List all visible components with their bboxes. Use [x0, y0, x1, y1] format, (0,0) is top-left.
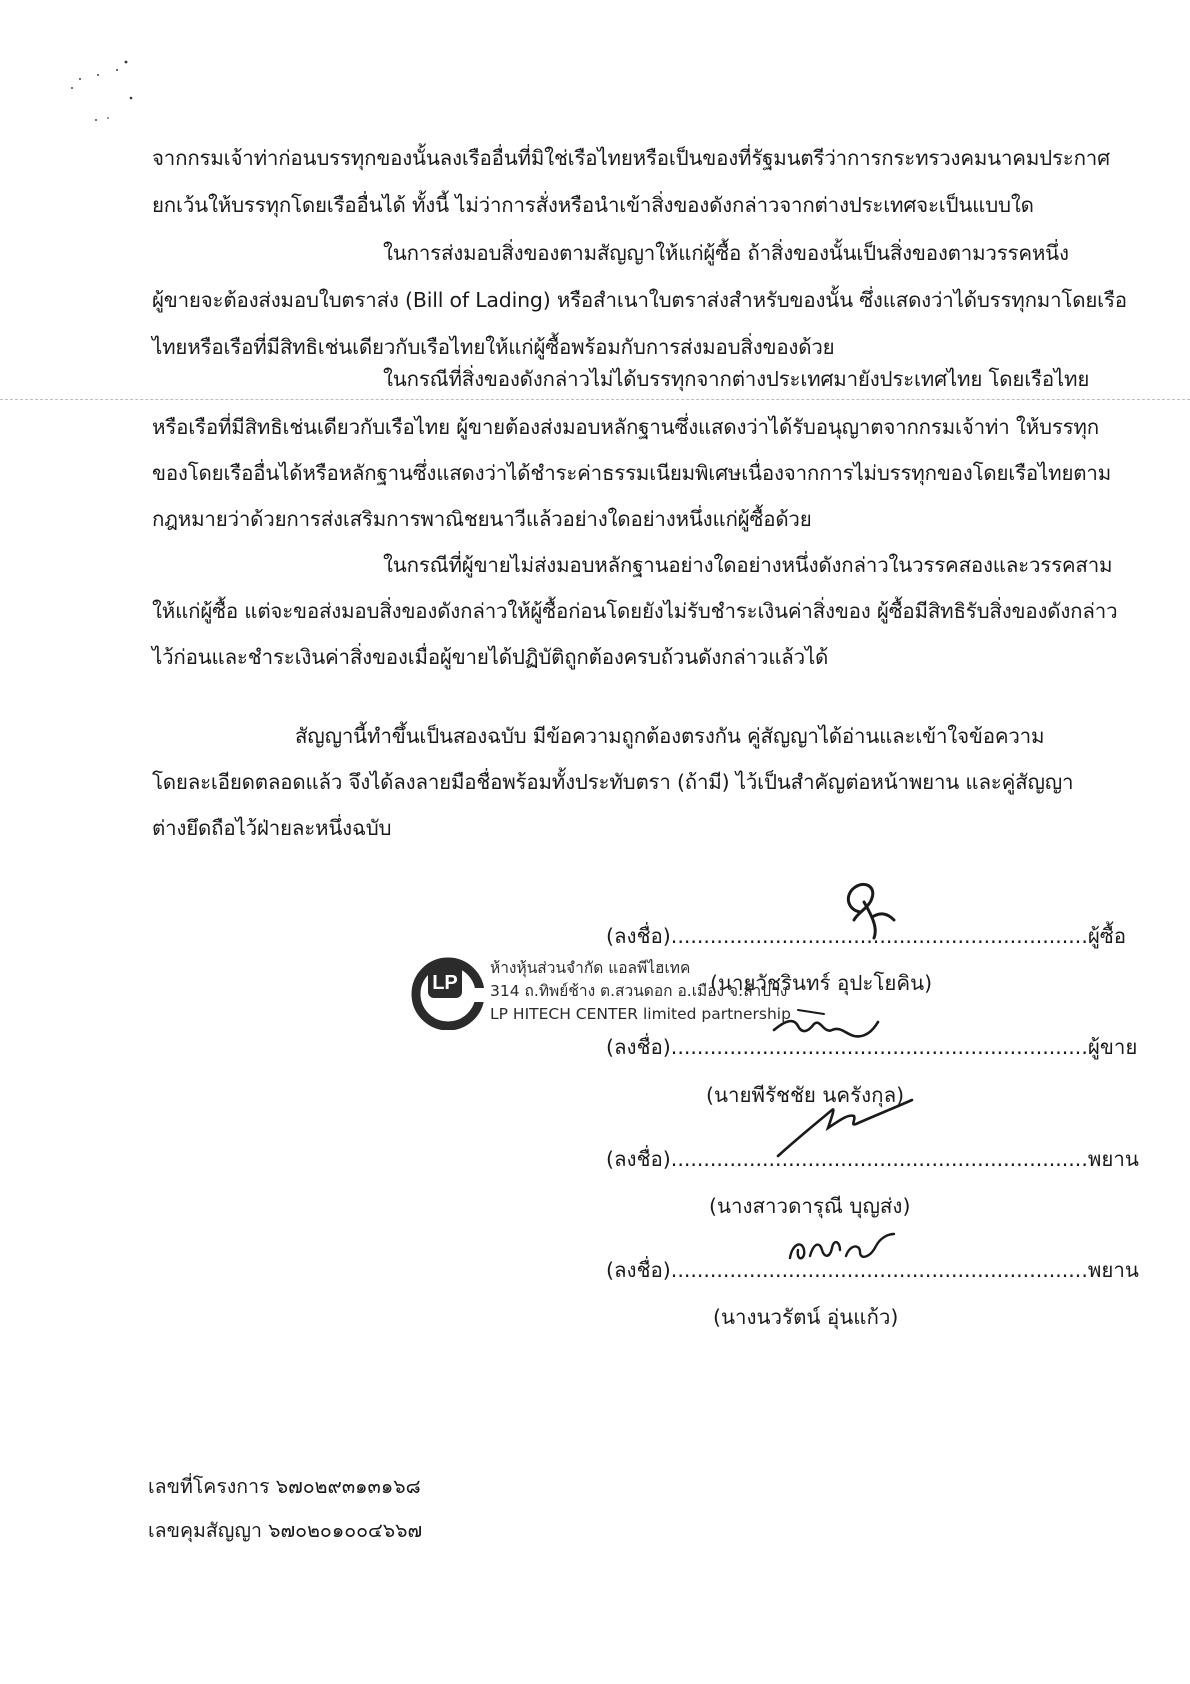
- paragraph-first-line: ในกรณีที่สิ่งของดังกล่าวไม่ได้บรรทุกจากต่างประเทศมายังประเทศไทย โดยเรือไทย: [383, 367, 1090, 391]
- buyer-handwritten-signature: [820, 860, 910, 950]
- signature-dotted-line: ................................................................: [670, 1258, 1088, 1282]
- closing-paragraph-line: ต่างยึดถือไว้ฝ่ายละหนึ่งฉบับ: [152, 816, 392, 840]
- logo-text: LP: [432, 972, 458, 994]
- signature-dotted-line: ................................................................: [670, 924, 1088, 948]
- company-stamp: [410, 950, 791, 1032]
- body-line: จากกรมเจ้าท่าก่อนบรรทุกของนั้นลงเรืออื่นที่มิใช่เรือไทยหรือเป็นของที่รัฐมนตรีว่าการกระทรวงคมนาคมประกาศ: [152, 146, 1110, 170]
- signature-prefix: (ลงชื่อ): [606, 1035, 671, 1059]
- stamp-address: 314 ถ.ทิพย์ช้าง ต.สวนดอก อ.เมือง จ.ลำปาง: [490, 982, 788, 1000]
- signature-prefix: (ลงชื่อ): [606, 924, 671, 948]
- body-line: ไทยหรือเรือที่มีสิทธิเช่นเดียวกับเรือไทยให้แก่ผู้ซื้อพร้อมกับการส่งมอบสิ่งของด้วย: [152, 335, 835, 359]
- paragraph-first-line: ในกรณีที่ผู้ขายไม่ส่งมอบหลักฐานอย่างใดอย่างหนึ่งดังกล่าวในวรรคสองและวรรคสาม: [383, 553, 1113, 577]
- witness2-printed-name: (นางนวรัตน์ อุ่นแก้ว): [713, 1305, 899, 1329]
- seller-printed-name: (นายพีรัชชัย นครังกุล): [706, 1083, 905, 1107]
- buyer-printed-name: (นายวัชรินทร์ อุปะโยคิน): [710, 971, 933, 995]
- body-line: กฎหมายว่าด้วยการส่งเสริมการพาณิชยนาวีแล้วอย่างใดอย่างหนึ่งแก่ผู้ซื้อด้วย: [152, 507, 812, 531]
- body-line: ให้แก่ผู้ซื้อ แต่จะขอส่งมอบสิ่งของดังกล่าวให้ผู้ซื้อก่อนโดยยังไม่รับชำระเงินค่าสิ่งของ ผู้ซื้อมีสิทธิรับสิ่งของดังกล่าว: [152, 599, 1118, 623]
- contract-control-number: เลขคุมสัญญา ๖๗๐๒๐๑๐๐๔๖๖๗: [148, 1519, 423, 1542]
- signature-prefix: (ลงชื่อ): [606, 1258, 671, 1282]
- closing-paragraph-first-line: สัญญานี้ทำขึ้นเป็นสองฉบับ มีข้อความถูกต้องตรงกัน คู่สัญญาได้อ่านและเข้าใจข้อความ: [295, 724, 1045, 748]
- body-line: ของโดยเรืออื่นได้หรือหลักฐานซึ่งแสดงว่าได้ชำระค่าธรรมเนียมพิเศษเนื่องจากการไม่บรรทุกของโดยเรือไทยตาม: [152, 461, 1112, 485]
- witness1-printed-name: (นางสาวดารุณี บุญส่ง): [709, 1194, 911, 1218]
- witness2-handwritten-signature: [780, 1220, 900, 1270]
- signature-dotted-line: ................................................................: [670, 1147, 1088, 1171]
- body-line: ยกเว้นให้บรรทุกโดยเรืออื่นได้ ทั้งนี้ ไม่ว่าการสั่งหรือนำเข้าสิ่งของดังกล่าวจากต่างประเทศจะเป็นแบบใด: [152, 193, 1034, 217]
- signature-dotted-line: ................................................................: [670, 1035, 1088, 1059]
- signature-role: ผู้ซื้อ: [1087, 924, 1127, 948]
- signature-role: พยาน: [1087, 1258, 1139, 1282]
- body-line: ไว้ก่อนและชำระเงินค่าสิ่งของเมื่อผู้ขายได้ปฏิบัติถูกต้องครบถ้วนดังกล่าวแล้วได้: [152, 645, 829, 669]
- project-number: เลขที่โครงการ ๖๗๐๒๙๓๑๓๑๖๘: [148, 1475, 421, 1498]
- signature-prefix: (ลงชื่อ): [606, 1147, 671, 1171]
- stamp-company-name: ห้างหุ้นส่วนจำกัด แอลพีไฮเทค: [490, 959, 691, 977]
- scan-dashed-artifact: [0, 399, 1190, 400]
- lp-logo-icon: [410, 954, 490, 1030]
- signature-role: พยาน: [1087, 1147, 1139, 1171]
- paragraph-first-line: ในการส่งมอบสิ่งของตามสัญญาให้แก่ผู้ซื้อ ถ้าสิ่งของนั้นเป็นสิ่งของตามวรรคหนึ่ง: [383, 241, 1069, 265]
- witness1-handwritten-signature: [770, 1080, 920, 1160]
- signature-role: ผู้ขาย: [1087, 1035, 1138, 1059]
- body-line: หรือเรือที่มีสิทธิเช่นเดียวกับเรือไทย ผู้ขายต้องส่งมอบหลักฐานซึ่งแสดงว่าได้รับอนุญาตจากกรมเจ้าท่า ให้บรรทุก: [152, 415, 1099, 439]
- closing-paragraph-line: โดยละเอียดตลอดแล้ว จึงได้ลงลายมือชื่อพร้อมทั้งประทับตรา (ถ้ามี) ไว้เป็นสำคัญต่อหน้าพยาน และคู่สัญญา: [152, 770, 1074, 794]
- stamp-english-name: LP HITECH CENTER limited partnership: [490, 1005, 791, 1023]
- scan-specks: [60, 48, 170, 138]
- body-line: ผู้ขายจะต้องส่งมอบใบตราส่ง (Bill of Lading) หรือสำเนาใบตราส่งสำหรับของนั้น ซึ่งแสดงว่าได้บรรทุกมาโดยเรือ: [152, 288, 1127, 312]
